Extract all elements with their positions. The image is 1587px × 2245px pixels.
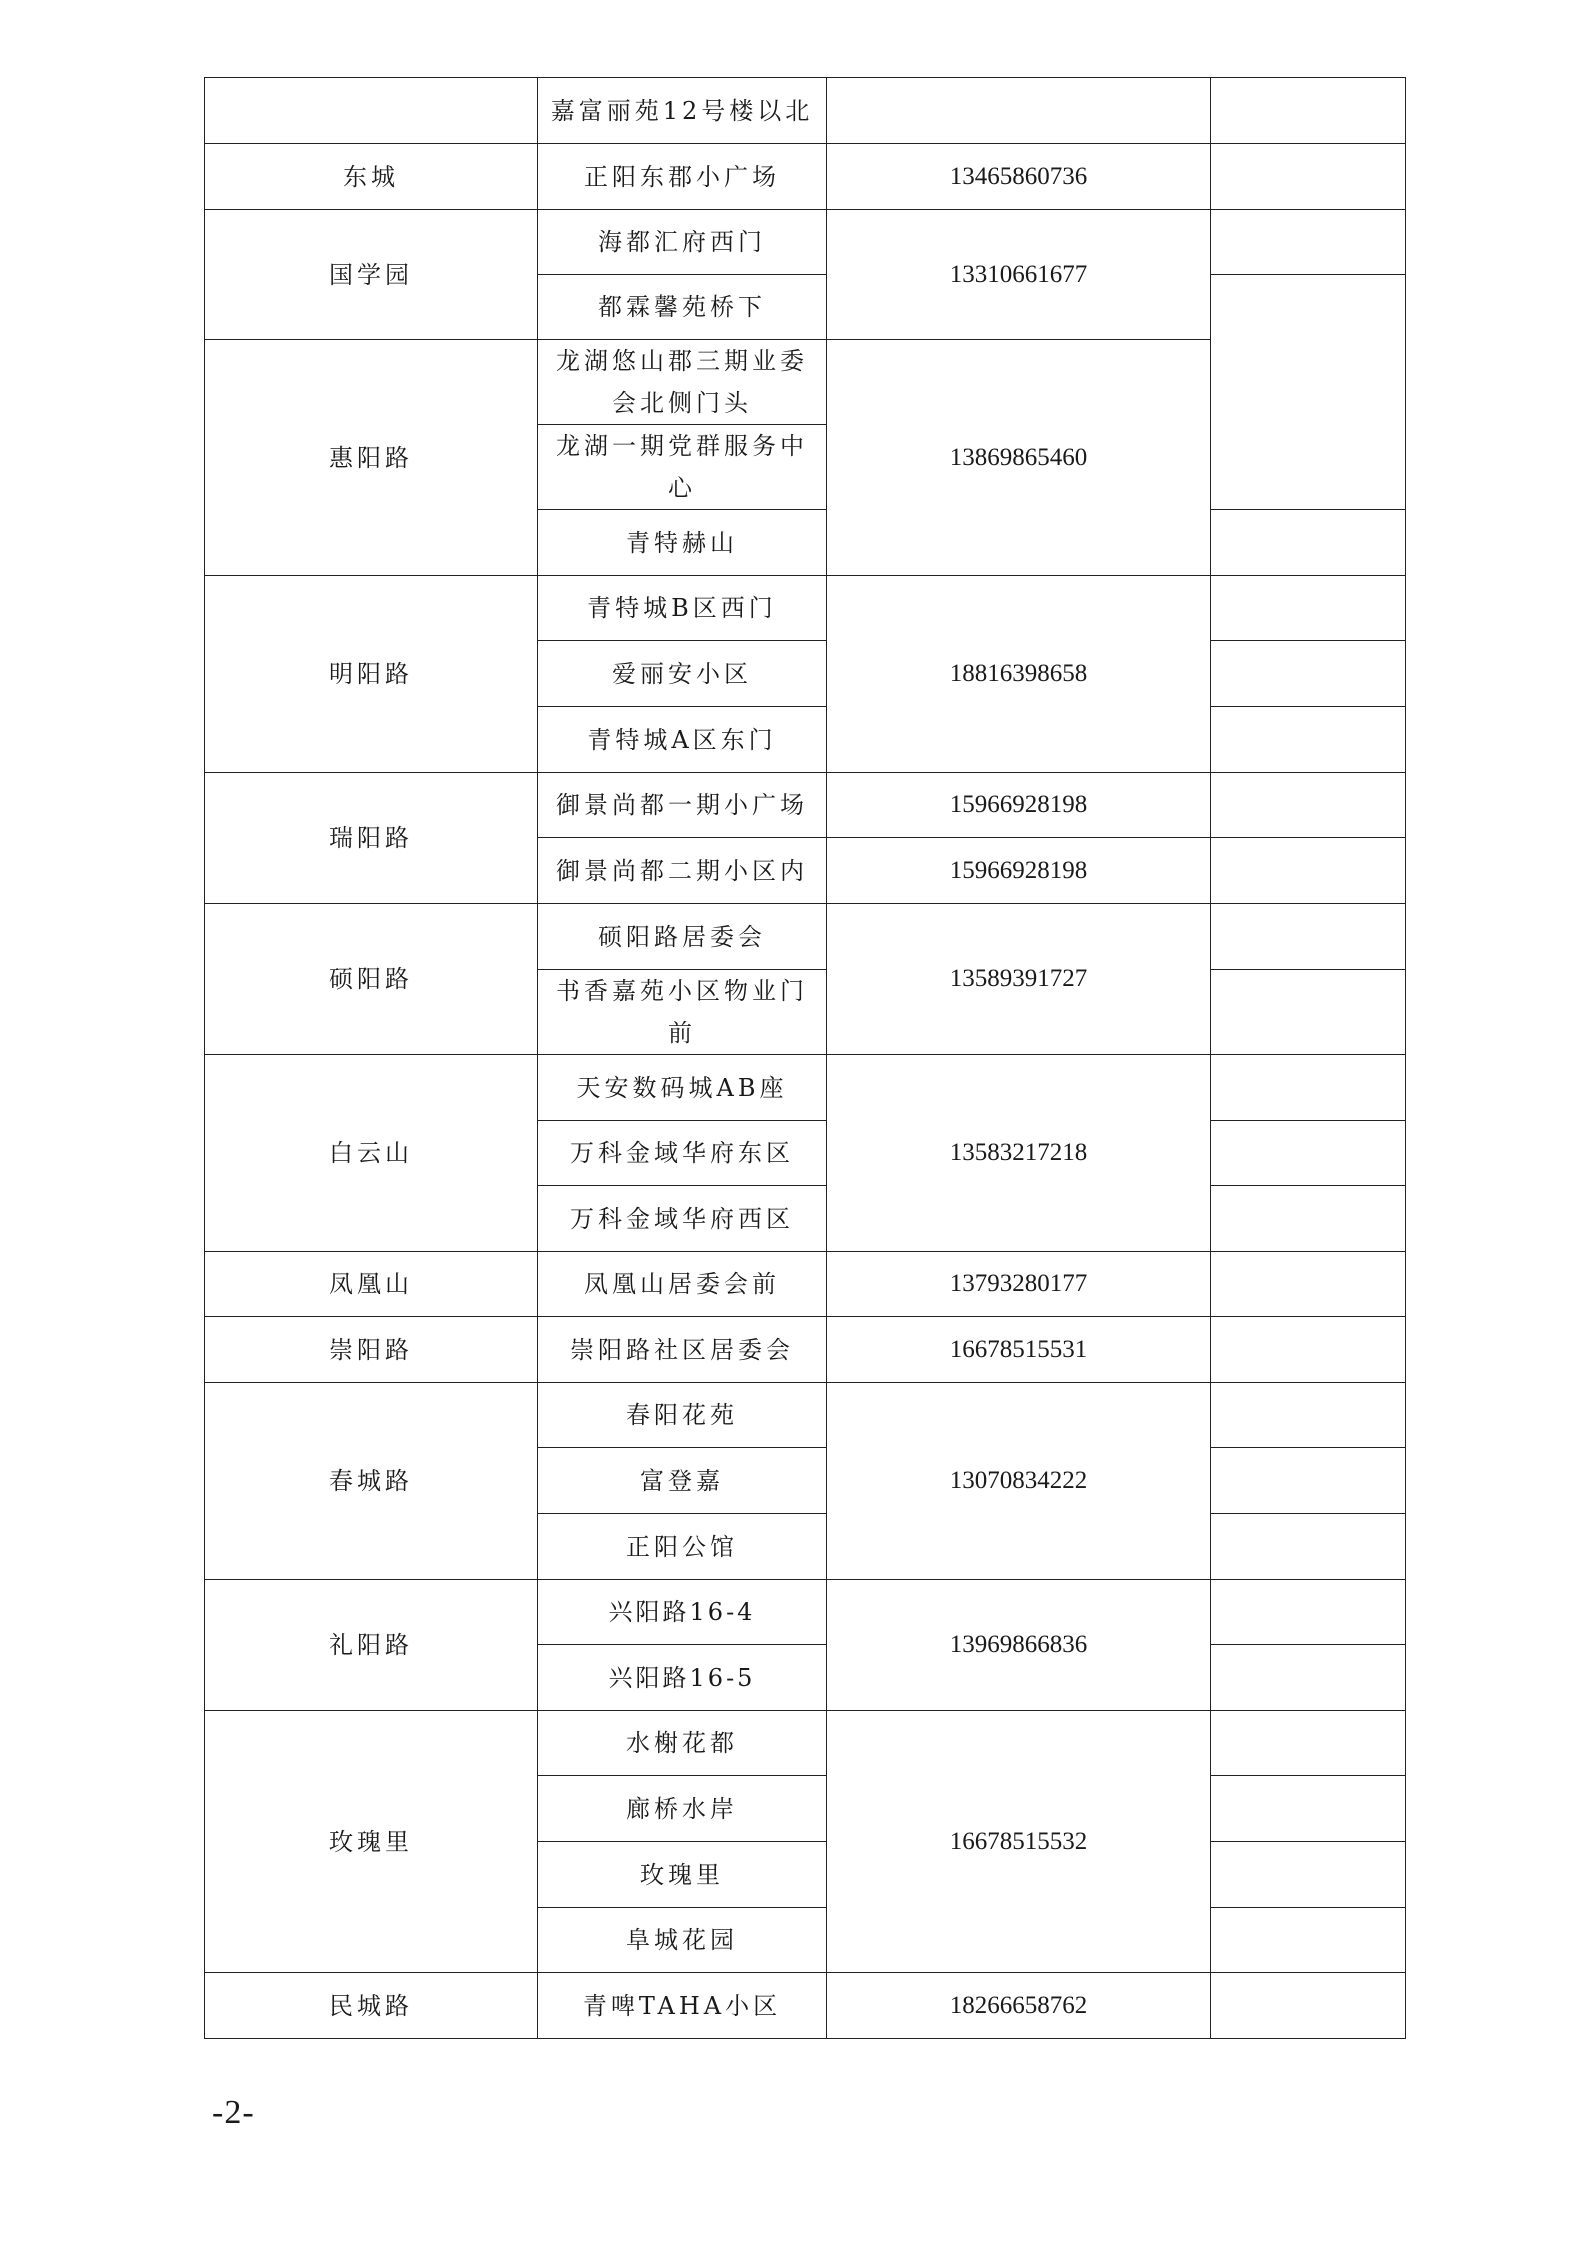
- location-cell: 青特赫山: [538, 510, 827, 576]
- community-cell: 明阳路: [205, 576, 538, 773]
- table-row: [205, 773, 1406, 838]
- community-cell: 崇阳路: [205, 1317, 538, 1383]
- location-cell: 御景尚都一期小广场: [538, 773, 827, 838]
- notes-cell: [1211, 1448, 1406, 1514]
- notes-cell: [1211, 1186, 1406, 1252]
- community-cell: 瑞阳路: [205, 773, 538, 904]
- phone-cell: 15966928198: [827, 838, 1211, 904]
- notes-cell: [1211, 1121, 1406, 1186]
- notes-cell: [1211, 510, 1406, 576]
- notes-cell: [1211, 576, 1406, 641]
- community-cell: 礼阳路: [205, 1580, 538, 1711]
- table-row: [205, 1711, 1406, 1776]
- community-cell: [205, 78, 538, 144]
- notes-cell: [1211, 707, 1406, 773]
- notes-cell: [1211, 210, 1406, 275]
- phone-cell: [827, 78, 1211, 144]
- table-row: [205, 1973, 1406, 2039]
- notes-cell: [1211, 641, 1406, 707]
- phone-cell: 15966928198: [827, 773, 1211, 838]
- phone-cell: 18266658762: [827, 1973, 1211, 2039]
- phone-cell: 13070834222: [827, 1383, 1211, 1580]
- location-cell: 富登嘉: [538, 1448, 827, 1514]
- phone-cell: 13869865460: [827, 340, 1211, 576]
- location-cell: 兴阳路16-4: [538, 1580, 827, 1645]
- phone-cell: 16678515531: [827, 1317, 1211, 1383]
- table-row: [205, 1383, 1406, 1448]
- table-row: [205, 144, 1406, 210]
- phone-cell: 13465860736: [827, 144, 1211, 210]
- notes-cell: [1211, 970, 1406, 1055]
- location-cell: 崇阳路社区居委会: [538, 1317, 827, 1383]
- community-cell: 春城路: [205, 1383, 538, 1580]
- location-cell: 阜城花园: [538, 1908, 827, 1973]
- location-cell: 硕阳路居委会: [538, 904, 827, 970]
- collection-point-table: [204, 77, 1406, 2039]
- location-cell: 万科金域华府东区: [538, 1121, 827, 1186]
- table-row: [205, 904, 1406, 970]
- community-cell: 东城: [205, 144, 538, 210]
- community-cell: 国学园: [205, 210, 538, 340]
- notes-cell: [1211, 1645, 1406, 1711]
- phone-cell: 18816398658: [827, 576, 1211, 773]
- notes-cell: [1211, 1973, 1406, 2039]
- location-cell: 青特城B区西门: [538, 576, 827, 641]
- community-cell: 民城路: [205, 1973, 538, 2039]
- page-number: -2-: [212, 2094, 255, 2131]
- community-cell: 硕阳路: [205, 904, 538, 1055]
- location-cell: 嘉富丽苑12号楼以北: [538, 78, 827, 144]
- notes-cell: [1211, 78, 1406, 144]
- location-cell: 都霖馨苑桥下: [538, 275, 827, 340]
- location-cell: 龙湖一期党群服务中心: [538, 425, 827, 510]
- phone-cell: 13310661677: [827, 210, 1211, 340]
- community-cell: 凤凰山: [205, 1252, 538, 1317]
- table-row: [205, 1580, 1406, 1645]
- notes-cell: [1211, 1908, 1406, 1973]
- location-cell: 春阳花苑: [538, 1383, 827, 1448]
- notes-cell: [1211, 838, 1406, 904]
- location-cell: 兴阳路16-5: [538, 1645, 827, 1711]
- location-cell: 水榭花都: [538, 1711, 827, 1776]
- location-cell: 正阳东郡小广场: [538, 144, 827, 210]
- notes-cell: [1211, 1580, 1406, 1645]
- location-cell: 爱丽安小区: [538, 641, 827, 707]
- phone-cell: 13793280177: [827, 1252, 1211, 1317]
- table-row: [205, 1252, 1406, 1317]
- community-cell: 玫瑰里: [205, 1711, 538, 1973]
- notes-cell: [1211, 1842, 1406, 1908]
- community-cell: 白云山: [205, 1055, 538, 1252]
- notes-cell: [1211, 275, 1406, 510]
- location-cell: 玫瑰里: [538, 1842, 827, 1908]
- phone-cell: 13583217218: [827, 1055, 1211, 1252]
- location-cell: 凤凰山居委会前: [538, 1252, 827, 1317]
- location-cell: 万科金域华府西区: [538, 1186, 827, 1252]
- table-row: [205, 1055, 1406, 1121]
- location-cell: 海都汇府西门: [538, 210, 827, 275]
- notes-cell: [1211, 1514, 1406, 1580]
- notes-cell: [1211, 1711, 1406, 1776]
- notes-cell: [1211, 144, 1406, 210]
- notes-cell: [1211, 904, 1406, 970]
- location-cell: 御景尚都二期小区内: [538, 838, 827, 904]
- phone-cell: 13969866836: [827, 1580, 1211, 1711]
- location-cell: 青特城A区东门: [538, 707, 827, 773]
- community-cell: 惠阳路: [205, 340, 538, 576]
- table-row: [205, 1317, 1406, 1383]
- location-cell: 龙湖悠山郡三期业委会北侧门头: [538, 340, 827, 425]
- table-row: [205, 576, 1406, 641]
- notes-cell: [1211, 1055, 1406, 1121]
- phone-cell: 13589391727: [827, 904, 1211, 1055]
- notes-cell: [1211, 1317, 1406, 1383]
- table-row: [205, 78, 1406, 144]
- location-cell: 青啤TAHA小区: [538, 1973, 827, 2039]
- location-cell: 天安数码城AB座: [538, 1055, 827, 1121]
- table-row: [205, 210, 1406, 275]
- location-cell: 书香嘉苑小区物业门前: [538, 970, 827, 1055]
- notes-cell: [1211, 1383, 1406, 1448]
- location-cell: 正阳公馆: [538, 1514, 827, 1580]
- phone-cell: 16678515532: [827, 1711, 1211, 1973]
- notes-cell: [1211, 1776, 1406, 1842]
- location-cell: 廊桥水岸: [538, 1776, 827, 1842]
- notes-cell: [1211, 1252, 1406, 1317]
- notes-cell: [1211, 773, 1406, 838]
